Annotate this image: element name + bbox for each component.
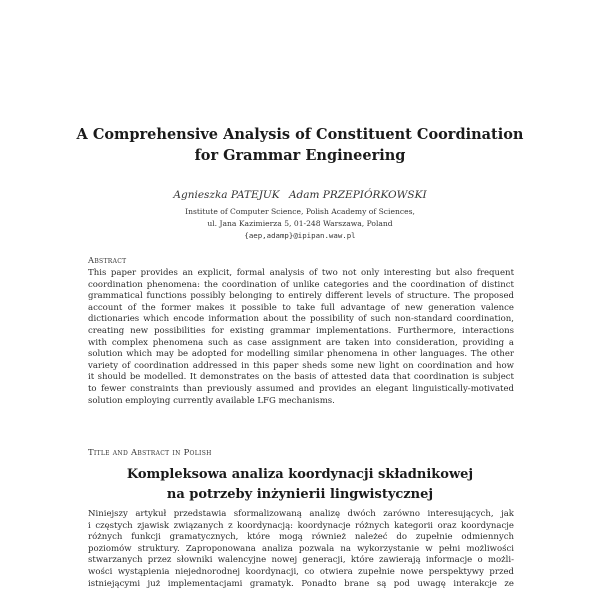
abstract-line: grammatical functions possibly belonging to entirely different levels of structure. The proposed: [88, 291, 514, 302]
abstract-heading: Abstract: [88, 255, 127, 265]
author-email: {aep,adamp}@ipipan.waw.pl: [244, 231, 356, 240]
polish-abstract-line: istniejącymi już implementacjami gramatyk. Ponadto brane są pod uwagę interakcje ze: [88, 578, 514, 589]
author-list: [60, 188, 540, 202]
polish-abstract-line: wości wystąpienia niejednorodnej koordynacji, co otwiera zupełnie nowe perspektywy przed: [88, 566, 514, 577]
paper-title-line-2: for Grammar Engineering: [194, 147, 406, 164]
abstract-body: [88, 268, 514, 407]
polish-abstract-body: [88, 509, 514, 590]
polish-abstract-line: poziomów struktury. Zaproponowana analiza pozwala na wykorzystanie w pełni możliwości: [88, 543, 514, 554]
author-name: Agnieszka PATEJUK: [173, 189, 280, 201]
abstract-line: This paper provides an explicit, formal analysis of two not only interesting but also frequent: [88, 268, 514, 278]
polish-title: [60, 465, 540, 505]
polish-section-heading: Title and Abstract in Polish: [88, 447, 212, 457]
affiliation: [60, 206, 540, 242]
affiliation-address: ul. Jana Kazimierza 5, 01-248 Warszawa, Poland: [207, 219, 393, 228]
author-name: Adam PRZEPIÓRKOWSKI: [288, 189, 427, 201]
polish-title-line-2: na potrzeby inżynierii lingwistycznej: [166, 487, 434, 502]
polish-abstract-line: Niniejszy artykuł przedstawia sformalizowaną analizę dwóch zarówno interesujących, jak: [88, 509, 514, 519]
abstract-line: it should be modelled. It demonstrates on the basis of attested data that coordination is subject: [88, 372, 514, 383]
paper-title-line-1: A Comprehensive Analysis of Constituent Coordination: [76, 126, 524, 143]
polish-abstract-line: różnych funkcji gramatycznych, które mogą również należeć do zupełnie odmiennych: [88, 532, 514, 543]
abstract-line: with complex phenomena such as case assignment are taken into consideration, providing a: [88, 337, 514, 348]
abstract-line: solution employing currently available LFG mechanisms.: [88, 395, 335, 406]
abstract-line: coordination phenomena: the coordination of unlike categories and the coordination of distinct: [88, 279, 514, 290]
abstract-line: creating new possibilities for existing grammar implementations. Furthermore, interactions: [88, 325, 514, 336]
affiliation-institute: Institute of Computer Science, Polish Academy of Sciences,: [185, 207, 415, 216]
polish-abstract-line: i częstych zjawisk związanych z koordynacją: koordynacje różnych kategorii oraz koordynacje: [88, 520, 514, 531]
paper-title: [60, 124, 540, 166]
polish-title-line-1: Kompleksowa analiza koordynacji składnikowej: [126, 467, 474, 482]
abstract-line: variety of coordination addressed in this paper sheds some new light on coordination and how: [88, 360, 514, 371]
polish-abstract-line: stwarzanych przez słowniki walencyjne nowej generacji, które zawierają informacje o możli-: [88, 555, 514, 566]
abstract-line: solution which may be adopted for modelling similar phenomena in other languages. The other: [88, 349, 514, 360]
abstract-line: to fewer constraints than previously assumed and provides an elegant linguistically-motivated: [88, 383, 514, 394]
abstract-line: dictionaries which encode information about the possibility of such non-standard coordination,: [88, 314, 514, 325]
abstract-line: account of the former makes it possible to take full advantage of new generation valence: [88, 302, 514, 313]
